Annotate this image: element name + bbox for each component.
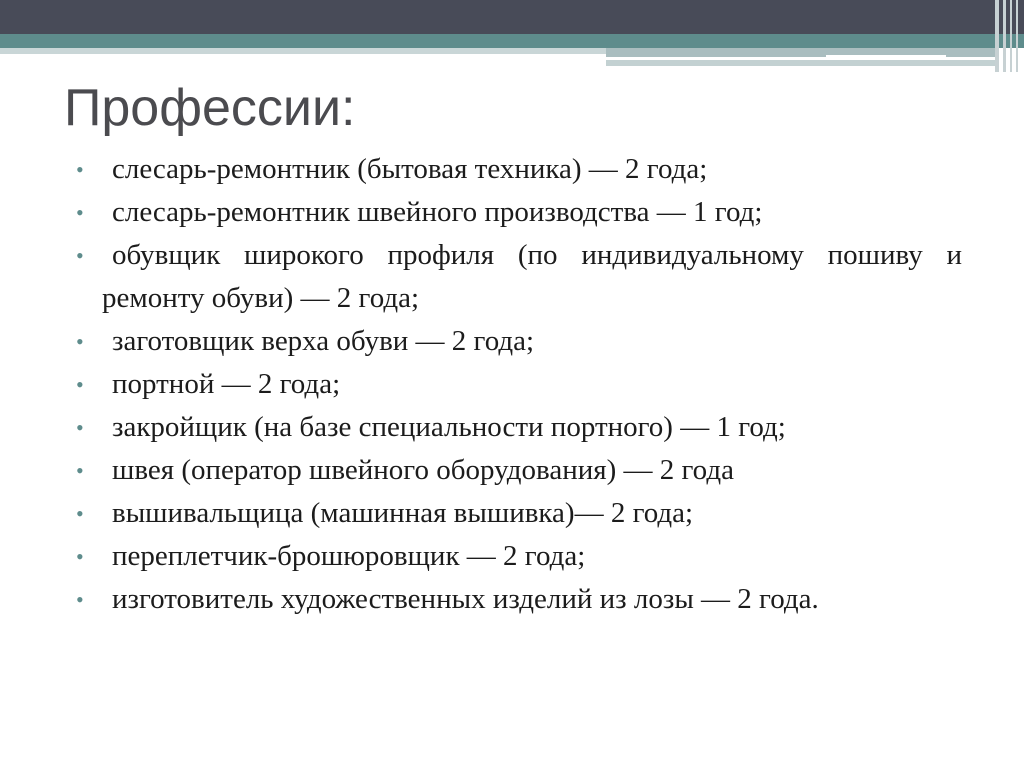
list-item — [76, 320, 962, 363]
slide-title: Профессии: — [64, 79, 356, 137]
list-item-text: обувщик широкого профиля (по индивидуальному пошиву и ремонту обуви) — 2 года; — [102, 239, 962, 314]
list-item — [76, 492, 962, 535]
top-light-band — [0, 48, 606, 54]
list-item-text: портной — 2 года; — [112, 368, 341, 400]
bullet-icon: • — [76, 587, 84, 612]
list-item-text: вышивальщица (машинная вышивка)— 2 года; — [112, 497, 694, 529]
decorative-vertical-bar — [995, 0, 999, 72]
decorative-vertical-bar — [1003, 0, 1006, 72]
professions-list — [76, 148, 962, 621]
list-item-text: изготовитель художественных изделий из лозы — 2 года. — [112, 583, 819, 615]
bullet-icon: • — [76, 501, 84, 526]
bullet-icon: • — [76, 372, 84, 397]
bullet-icon: • — [76, 458, 84, 483]
list-item-text: переплетчик-брошюровщик — 2 года; — [112, 540, 586, 572]
list-item — [76, 234, 962, 320]
list-item — [76, 363, 962, 406]
top-teal-band — [0, 34, 1024, 48]
list-item-text: заготовщик верха обуви — 2 года; — [112, 325, 535, 357]
list-item — [76, 535, 962, 578]
top-dark-band — [0, 0, 1024, 34]
decorative-vertical-bar — [1016, 0, 1018, 72]
bullet-icon: • — [76, 415, 84, 440]
decorative-vertical-bar — [1010, 0, 1012, 72]
bullet-icon: • — [76, 157, 84, 182]
list-item — [76, 449, 962, 492]
list-item-text: швея (оператор швейного оборудования) — 2 года — [112, 454, 734, 486]
list-item-text: закройщик (на базе специальности портного) — 1 год; — [112, 411, 786, 443]
list-item-text: слесарь-ремонтник швейного производства — 1 год; — [112, 196, 763, 228]
list-item — [76, 406, 962, 449]
decorative-stripe — [606, 60, 998, 66]
list-item — [76, 578, 962, 621]
bullet-icon: • — [76, 243, 84, 268]
bullet-icon: • — [76, 544, 84, 569]
bullet-icon: • — [76, 329, 84, 354]
list-item-text: слесарь-ремонтник (бытовая техника) — 2 года; — [112, 153, 708, 185]
list-item — [76, 148, 962, 191]
list-item — [76, 191, 962, 234]
bullet-icon: • — [76, 200, 84, 225]
decorative-stripe — [826, 55, 946, 58]
